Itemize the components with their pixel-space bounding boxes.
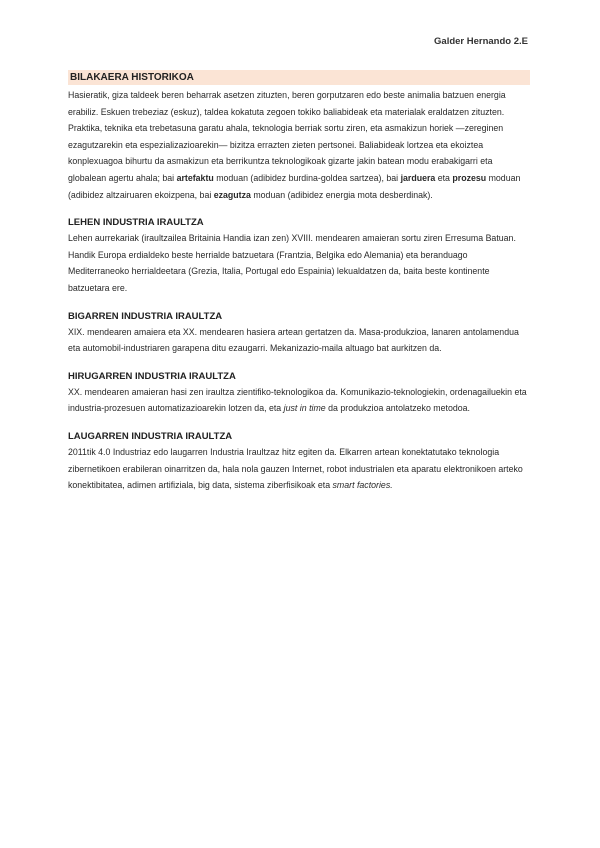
section-title-laugarren: LAUGARREN INDUSTRIA IRAULTZA — [68, 430, 233, 442]
page-header-author: Galder Hernando 2.E — [434, 36, 528, 47]
section-title-bigarren: BIGARREN INDUSTRIA IRAULTZA — [68, 310, 223, 322]
section-title-lehen: LEHEN INDUSTRIA IRAULTZA — [68, 217, 204, 229]
paragraph-laugarren: 2011tik 4.0 Industriaz edo laugarren Industria Iraultzaz hitz egiten da. Elkarren artean konektatutako teknologia zibernetikoen erabileran oinarritzen da, hala nola gauzen Internet, robot industrialen eta aparatu elektronikoen arteko konektibitatea, adimen artifiziala, big data, sistema ziberfisikoak eta smart factories. — [68, 446, 523, 491]
paragraph-lehen: Lehen aurrekariak (iraultzailea Britainia Handia izan zen) XVIII. mendearen amaieran sortu ziren Erresuma Batuan. Handik Europa erdialdeko beste herrialde batzuetara (Frantzia, Belgika edo Alemania) eta beranduago Mediterraneoko herrialdeetara (Grezia, Italia, Portugal edo Espainia) lekualdatzen da, baita beste kontinente batzuetara ere. — [68, 233, 516, 293]
document-body — [68, 70, 530, 494]
paragraph-bigarren: XIX. mendearen amaiera eta XX. mendearen hasiera artean gertatzen da. Masa-produkzioa, lanaren antolamendua eta automobil-industriaren garapena ditu ezaugarri. Mekanizazio-maila altuago bat aurkitzen da. — [68, 326, 519, 354]
section-title-historikoa: BILAKAERA HISTORIKOA — [68, 70, 530, 85]
paragraph-historikoa: Hasieratik, giza taldeek beren beharrak asetzen zituzten, beren gorputzaren edo beste animalia batzuen energia erabiliz. Eskuen trebeziaz (eskuz), taldea kokatuta zegoen tokiko baliabideak eta materialak eraldatzen zituzten. Praktika, teknika eta trebetasuna garatu ahala, teknologia berriak sortu ziren, eta asmakizun horiek —zereginen ezagutzarekin eta espezializazioarekin— bizitza errazten zieten pertsonei. Baliabideak lortzea eta ekoiztea konplexuagoa bihurtu da asmakizun eta berrikuntza teknologikoak gizarte jakin batean modu erabakigarri eta globalean agertu ahala; bai artefaktu moduan (adibidez burdina-goldea sartzea), bai jarduera eta prozesu moduan (adibidez altzairuaren ekoizpena, bai ezagutza moduan (adibidez energia mota desberdinak). — [68, 90, 521, 200]
paragraph-hirugarren: XX. mendearen amaieran hasi zen iraultza zientifiko-teknologikoa da. Komunikazio-teknologiekin, ordenagailuekin eta industria-prozesuen automatizazioarekin lotzen da, eta just in time da produkzioa antolatzeko metodoa. — [68, 386, 527, 414]
section-title-hirugarren: HIRUGARREN INDUSTRIA IRAULTZA — [68, 370, 236, 382]
